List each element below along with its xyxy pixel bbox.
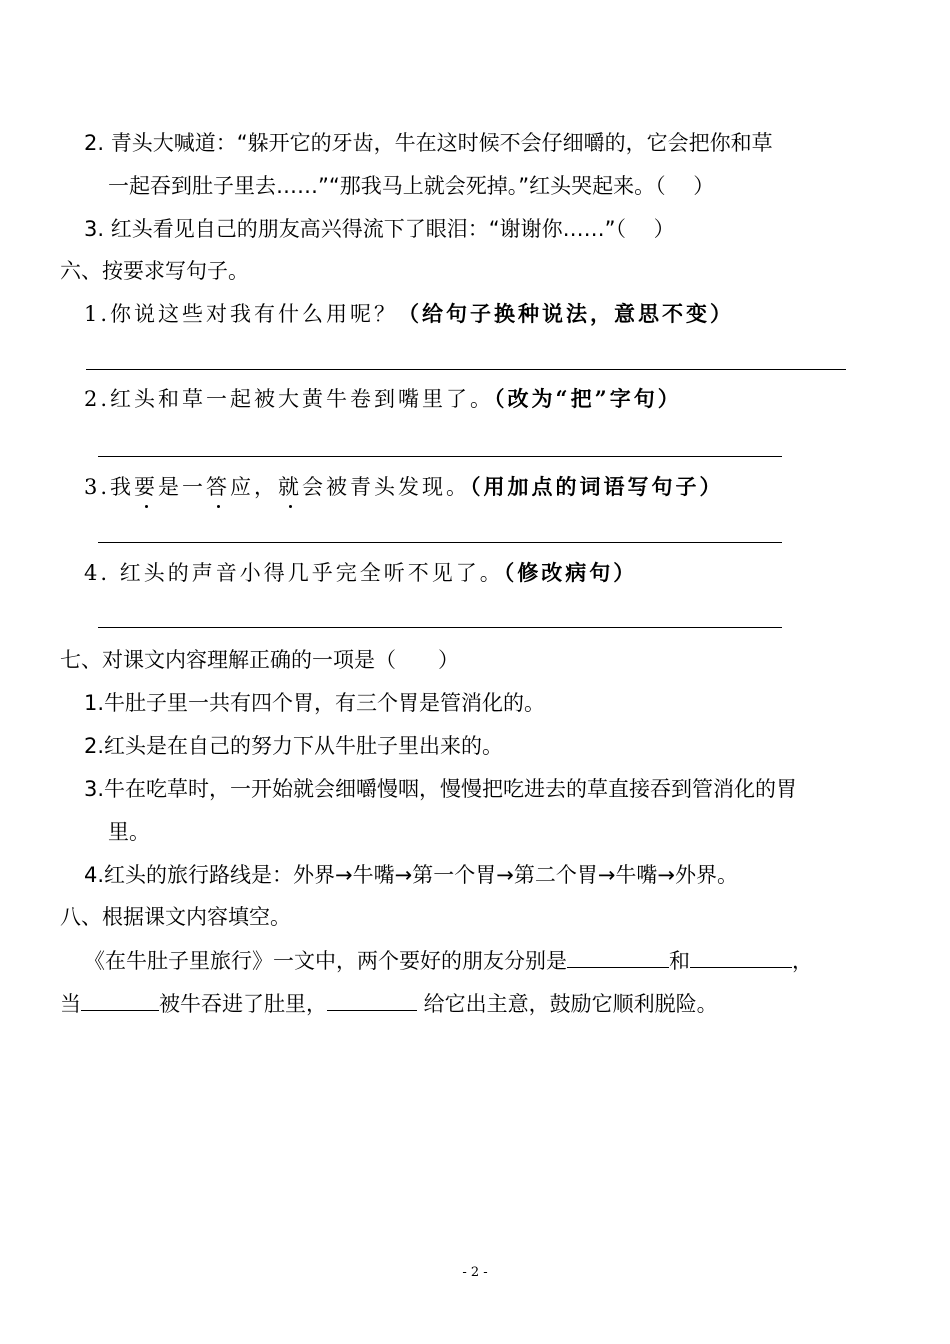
option-7-3-line1: 3.牛在吃草时，一开始就会细嚼慢咽，慢慢把吃进去的草直接吞到管消化的胃 — [84, 777, 798, 801]
section7-heading: 七、对课文内容理解正确的一项是（ ） — [60, 648, 459, 672]
option-7-1: 1.牛肚子里一共有四个胃，有三个胃是管消化的。 — [84, 691, 546, 715]
q6-1-instruction: （给句子换种说法，意思不变） — [398, 301, 735, 326]
emphasis-dot-char: 要 — [134, 475, 159, 499]
section8-heading: 八、根据课文内容填空。 — [60, 905, 291, 929]
blank-swallowed[interactable] — [81, 988, 159, 1011]
q6-4-sentence: 4. 红头的声音小得几乎完全听不见了。 — [84, 561, 504, 585]
q6-4 — [84, 558, 637, 588]
q6-4-instruction: （修改病句） — [503, 560, 638, 585]
emphasis-dot-char: 就 — [278, 475, 303, 499]
section6-heading: 六、按要求写句子。 — [60, 259, 249, 283]
q5-3: 3. 红头看见自己的朋友高兴得流下了眼泪：“谢谢你……”（ ） — [84, 217, 675, 241]
q6-2-instruction: （改为“把”字句） — [494, 386, 682, 411]
q6-2-sentence: 2.红头和草一起被大黄牛卷到嘴里了。 — [84, 387, 495, 411]
emphasis-dot-char: 答 — [206, 475, 231, 499]
page-number: - 2 - — [462, 1265, 488, 1280]
option-7-2: 2.红头是在自己的努力下从牛肚子里出来的。 — [84, 734, 504, 758]
fill-blank-line1: 《在牛肚子里旅行》一文中，两个要好的朋友分别是 和 ， — [84, 945, 813, 976]
q6-3-instruction: （用加点的词语写句子） — [470, 474, 724, 499]
answer-line-6-2[interactable] — [98, 456, 782, 457]
q5-2-line1: 2. 青头大喊道：“躲开它的牙齿，牛在这时候不会仔细嚼的，它会把你和草 — [84, 131, 773, 155]
answer-line-6-3[interactable] — [98, 542, 782, 543]
q6-3-sentence: 3.我要是一答应，就会被青头发现。 — [84, 475, 471, 499]
q6-3 — [84, 472, 724, 502]
blank-helper[interactable] — [327, 988, 417, 1011]
q6-2 — [84, 384, 682, 414]
blank-friend-1[interactable] — [567, 945, 669, 968]
answer-line-6-1[interactable] — [86, 369, 846, 370]
q5-2-line2: 一起吞到肚子里去……”“那我马上就会死掉。”红头哭起来。（ ） — [108, 174, 715, 198]
answer-line-6-4[interactable] — [98, 627, 782, 628]
fill-blank-line2: 当 被牛吞进了肚里， 给它出主意，鼓励它顺利脱险。 — [60, 988, 718, 1019]
option-7-4: 4.红头的旅行路线是：外界→牛嘴→第一个胃→第二个胃→牛嘴→外界。 — [84, 863, 739, 887]
blank-friend-2[interactable] — [690, 945, 792, 968]
option-7-3-line2: 里。 — [108, 820, 150, 844]
q6-1-sentence: 1.你说这些对我有什么用呢？ — [84, 302, 399, 326]
q6-1 — [84, 299, 734, 329]
